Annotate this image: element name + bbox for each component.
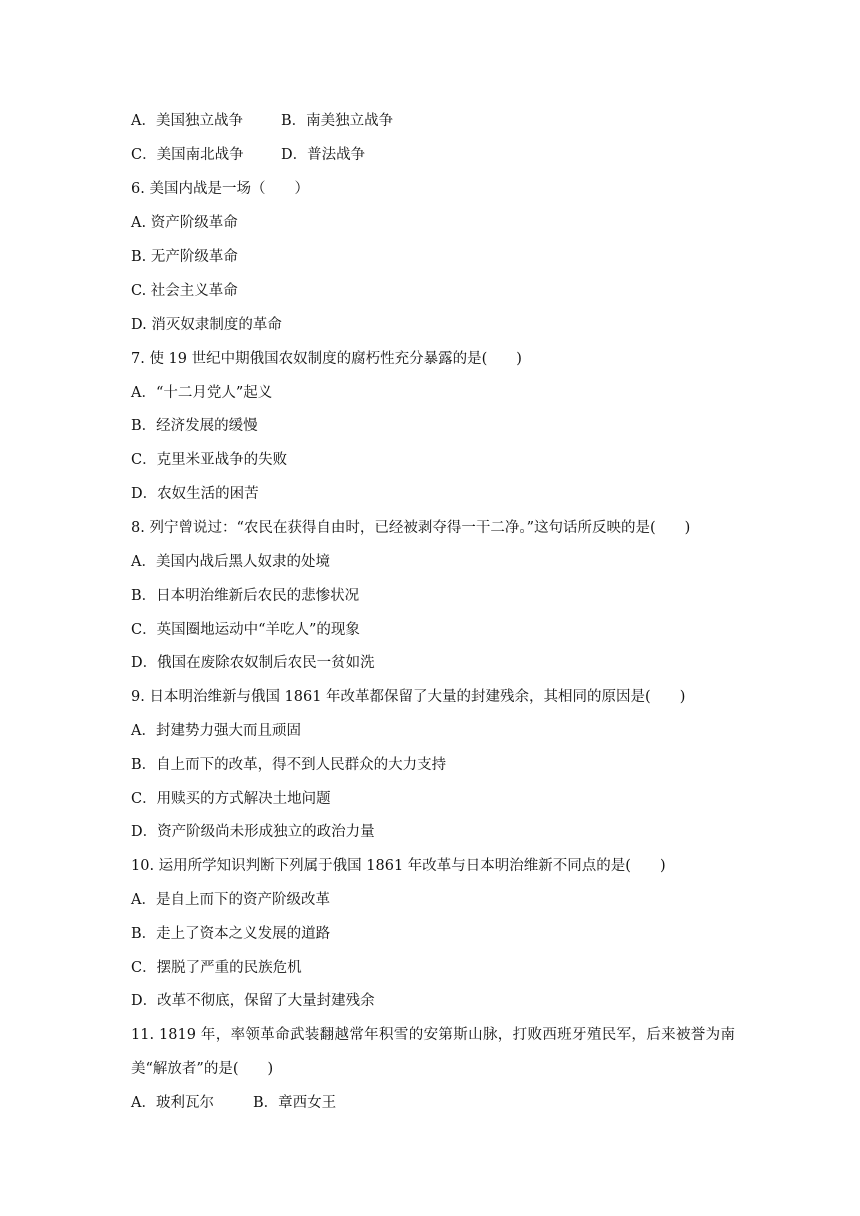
q5-options-row-1 xyxy=(131,111,394,131)
q7-option-d: D．农奴生活的困苦 xyxy=(131,486,259,502)
q8-option-c: C．英国圈地运动中“羊吃人”的现象 xyxy=(131,622,360,638)
q8-option-b: B．日本明治维新后农民的悲惨状况 xyxy=(131,588,360,604)
q7-option-b: B．经济发展的缓慢 xyxy=(131,418,258,434)
question-7: 7. 使 19 世纪中期俄国农奴制度的腐朽性充分暴露的是( ) xyxy=(131,351,522,367)
q10-option-b: B．走上了资本之义发展的道路 xyxy=(131,926,331,942)
q9-option-d: D．资产阶级尚未形成独立的政治力量 xyxy=(131,824,375,840)
q6-option-d: D. 消灭奴隶制度的革命 xyxy=(131,317,282,333)
q9-option-a: A．封建势力强大而且顽固 xyxy=(131,723,301,739)
q6-option-b: B. 无产阶级革命 xyxy=(131,249,238,265)
option-a: A．美国独立战争 xyxy=(131,113,243,129)
q6-option-a: A. 资产阶级革命 xyxy=(131,215,238,231)
option-b: B．章西女王 xyxy=(253,1095,337,1111)
q8-option-d: D．俄国在废除农奴制后农民一贫如洗 xyxy=(131,655,375,671)
question-8: 8. 列宁曾说过：“农民在获得自由时，已经被剥夺得一干二净。”这句话所反映的是( ) xyxy=(131,520,691,536)
option-c: C．美国南北战争 xyxy=(131,147,244,163)
question-6: 6. 美国内战是一场（ ） xyxy=(131,181,309,197)
question-11: 11. 1819 年，率领革命武装翻越常年积雪的安第斯山脉，打败西班牙殖民军，后来被誉为南美“解放者”的是( ) xyxy=(131,1027,735,1077)
q10-option-d: D．改革不彻底，保留了大量封建残余 xyxy=(131,993,375,1009)
q9-option-b: B．自上而下的改革，得不到人民群众的大力支持 xyxy=(131,757,447,773)
q9-option-c: C．用赎买的方式解决土地问题 xyxy=(131,791,331,807)
q11-options-row-1 xyxy=(131,1093,337,1113)
q10-option-a: A．是自上而下的资产阶级改革 xyxy=(131,892,330,908)
q5-options-row-2 xyxy=(131,145,366,165)
q7-option-a: A．“十二月党人”起义 xyxy=(131,385,273,401)
question-9: 9. 日本明治维新与俄国 1861 年改革都保留了大量的封建残余，其相同的原因是( ) xyxy=(131,689,686,705)
option-b: B．南美独立战争 xyxy=(281,113,394,129)
option-d: D．普法战争 xyxy=(281,147,366,163)
q6-option-c: C. 社会主义革命 xyxy=(131,283,238,299)
q10-option-c: C．摆脱了严重的民族危机 xyxy=(131,960,302,976)
q8-option-a: A．美国内战后黑人奴隶的处境 xyxy=(131,554,330,570)
option-a: A．玻利瓦尔 xyxy=(131,1095,214,1111)
question-10: 10. 运用所学知识判断下列属于俄国 1861 年改革与日本明治维新不同点的是( ) xyxy=(131,858,666,874)
q7-option-c: C．克里米亚战争的失败 xyxy=(131,452,288,468)
